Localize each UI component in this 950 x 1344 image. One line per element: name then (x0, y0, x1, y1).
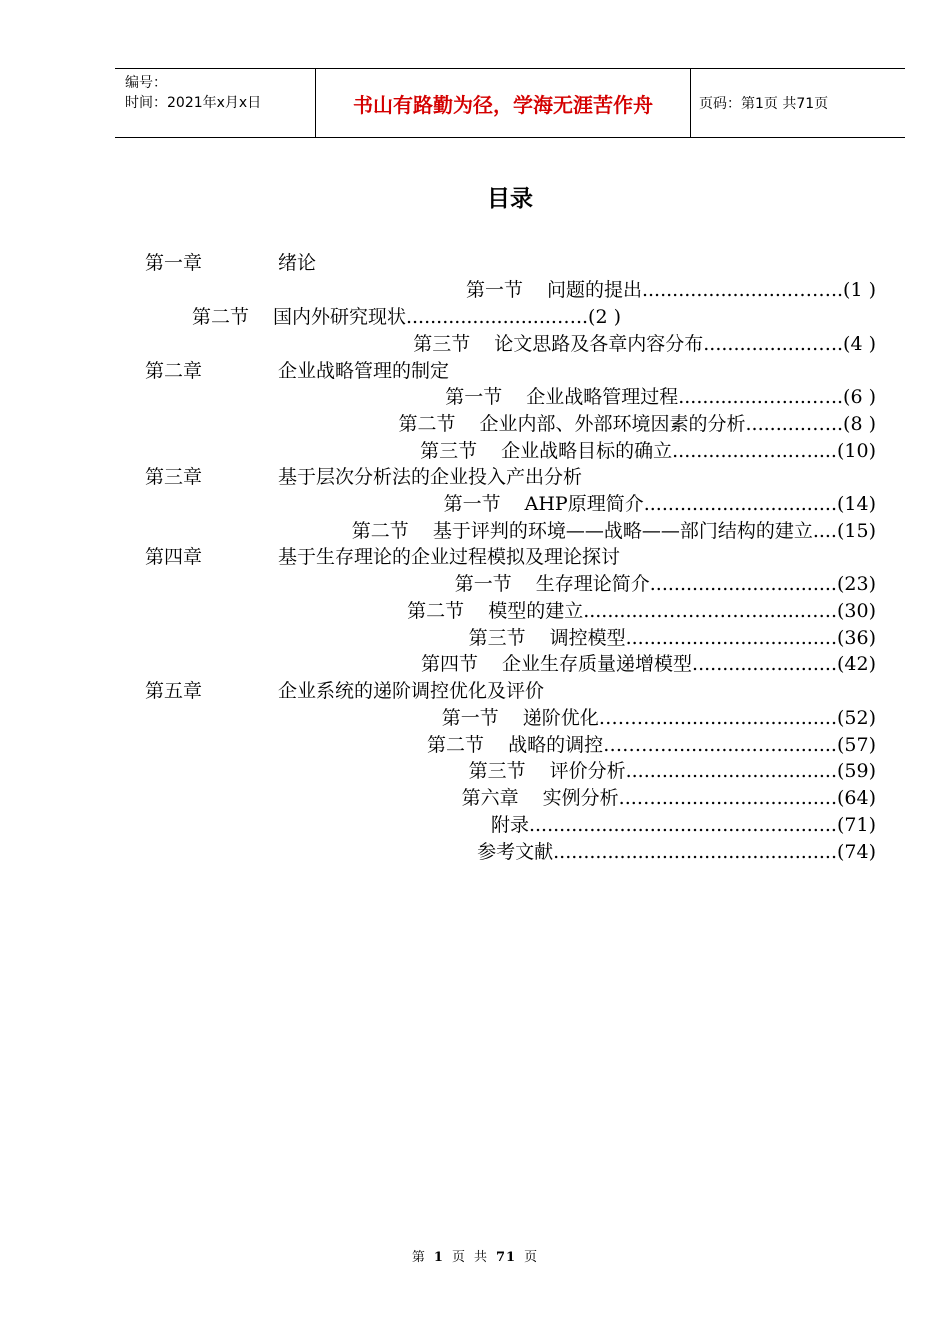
toc-chapter (145, 544, 620, 570)
toc-entry (192, 304, 621, 330)
section-title: 企业战略目标的确立..............…...….... (501, 440, 837, 462)
toc-entry (466, 277, 876, 303)
page-ref: (30) (836, 600, 876, 622)
section-title: 战略的调控…………............…........... (508, 734, 837, 756)
section-title: 实例分析...….............................. (542, 787, 837, 809)
page-ref: (1 ) (843, 279, 876, 301)
toc-chapter (145, 464, 582, 490)
section-number: 第二节 (191, 306, 249, 328)
toc-entry (469, 625, 876, 651)
page-ref: (64) (836, 787, 876, 809)
page-ref: (2 ) (588, 306, 621, 328)
section-title: 企业生存质量递增模型........................ (502, 653, 837, 675)
chapter-number: 第一章 (145, 252, 203, 274)
chapter-title: 企业系统的递阶调控优化及评价 (278, 680, 545, 702)
page-ref: (23) (836, 573, 876, 595)
toc-entry (442, 705, 876, 731)
toc-chapter (145, 678, 544, 704)
page-ref: (4 ) (843, 333, 876, 355)
page-ref: (14) (836, 493, 876, 515)
page-ref: (52) (836, 707, 876, 729)
header-table (115, 68, 905, 138)
page-ref: (10) (836, 440, 876, 462)
chapter-number: 第二章 (145, 360, 203, 382)
time-label: 时间：2021年x月x日 (125, 95, 262, 111)
chapter-number: 第三章 (145, 466, 203, 488)
page-ref: (74) (836, 841, 876, 863)
page-ref: (42) (836, 653, 876, 675)
toc-entry (462, 785, 876, 811)
chapter-title: 基于生存理论的企业过程模拟及理论探讨 (278, 546, 621, 568)
section-title: 模型的建立..........………………........….. (488, 600, 837, 622)
page-ref: (36) (836, 627, 876, 649)
section-number: 第一节 (454, 573, 512, 595)
page-ref: .(6 ) (837, 386, 876, 408)
chapter-title: 绪论 (278, 252, 317, 274)
section-title: 参考文献............................................... (477, 841, 837, 863)
page-title: 目录 (487, 186, 533, 212)
toc-entry (469, 758, 876, 784)
section-title: 递阶优化……….............................. (522, 707, 837, 729)
section-number: 第一节 (441, 707, 499, 729)
section-number: 第一节 (445, 386, 503, 408)
section-number: 第四节 (421, 653, 479, 675)
toc-entry (427, 732, 876, 758)
header-page-info: 页码：第1页 共71页 (699, 96, 829, 112)
page-ref: (71) (836, 814, 876, 836)
section-number: 第三节 (468, 627, 526, 649)
section-number: 第二节 (407, 600, 465, 622)
section-number: 第一节 (443, 493, 501, 515)
toc-entry (352, 518, 876, 544)
header-divider (690, 69, 691, 137)
section-title: 企业内部、外部环境因素的分析..........….. (479, 413, 837, 435)
toc-entry (407, 598, 876, 624)
section-number: 第三节 (413, 333, 471, 355)
header-motto: 书山有路勤为径，学海无涯苦作舟 (353, 92, 653, 117)
section-number: 第二节 (398, 413, 456, 435)
section-title: 论文思路及各章内容分布..................….. (494, 333, 844, 355)
chapter-number: 第四章 (145, 546, 203, 568)
chapter-number: 第五章 (145, 680, 203, 702)
header-meta (125, 73, 261, 113)
section-title: 问题的提出.........................…….. (546, 279, 844, 301)
section-title: 调控模型................................... (549, 627, 837, 649)
toc-entry (455, 571, 876, 597)
page-footer: 第 1 页 共 71 页 (411, 1250, 539, 1265)
page-ref: (59) (836, 760, 876, 782)
toc-entry (444, 491, 876, 517)
section-title: 企业战略管理过程..............….....…. (526, 386, 837, 408)
toc-entry (491, 812, 876, 838)
toc-entry (413, 331, 876, 357)
section-title: 评价分析................................... (549, 760, 837, 782)
section-number: 第三节 (420, 440, 478, 462)
page-ref: (15) (836, 520, 876, 542)
page-ref: .(8 ) (837, 413, 876, 435)
toc-entry (477, 839, 876, 865)
section-title: 生存理论简介............................... (535, 573, 837, 595)
toc-entry (399, 411, 877, 437)
section-title: AHP原理简介................................ (524, 493, 837, 515)
section-number: 第二节 (351, 520, 409, 542)
section-number: 第二节 (427, 734, 485, 756)
section-number: 第一节 (465, 279, 523, 301)
toc-entry (420, 438, 876, 464)
section-title: 附录................................................... (490, 814, 837, 836)
section-number: 第三节 (468, 760, 526, 782)
chapter-title: 企业战略管理的制定 (278, 360, 450, 382)
chapter-title: 基于层次分析法的企业投入产出分析 (278, 466, 583, 488)
toc-chapter (145, 250, 316, 276)
section-title: 国内外研究现状.........................….. (272, 306, 589, 328)
toc-chapter (145, 358, 449, 384)
page-ref: (57) (836, 734, 876, 756)
section-title: 基于评判的环境——战略——部门结构的建立.... (432, 520, 837, 542)
number-label: 编号： (125, 75, 167, 91)
section-number: 第六章 (461, 787, 519, 809)
toc-entry (445, 384, 876, 410)
toc-entry (421, 651, 876, 677)
